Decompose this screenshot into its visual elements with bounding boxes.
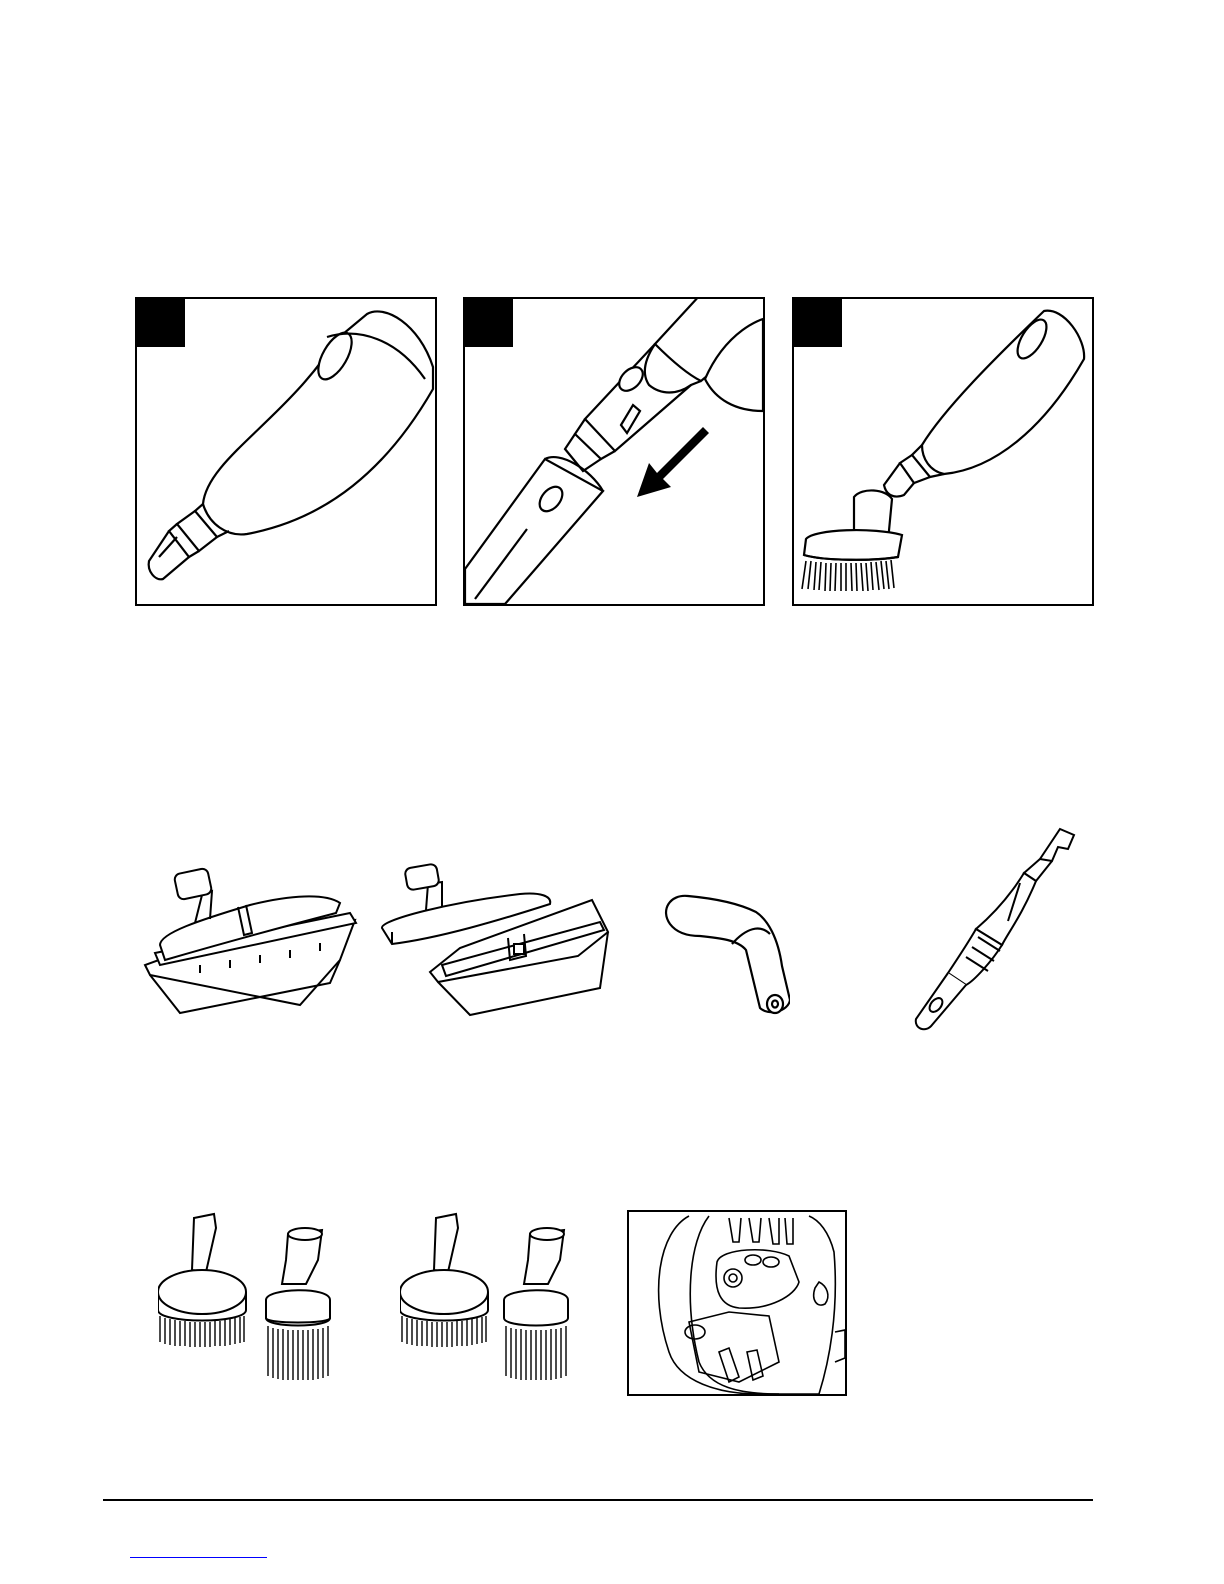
hose-handle-icon (912, 825, 1082, 1035)
step-number-tab (794, 299, 842, 347)
step-number-tab (137, 299, 185, 347)
step-panel-2 (463, 297, 765, 606)
floor-tool-disassembled-icon (380, 860, 612, 1020)
footer-link-underline[interactable] (130, 1557, 267, 1558)
step-panel-1 (135, 297, 437, 606)
nylon-brush-set-icon (158, 1212, 338, 1392)
footer-rule (103, 1499, 1093, 1501)
step-panel-3 (792, 297, 1094, 606)
storage-compartment-panel (627, 1210, 847, 1396)
step-number-tab (465, 299, 513, 347)
floor-tool-with-squeegee-icon (140, 865, 365, 1020)
nylon-brush-set-alt-icon (400, 1212, 580, 1392)
storage-compartment-icon (629, 1212, 845, 1394)
angled-nozzle-icon (660, 888, 790, 1018)
